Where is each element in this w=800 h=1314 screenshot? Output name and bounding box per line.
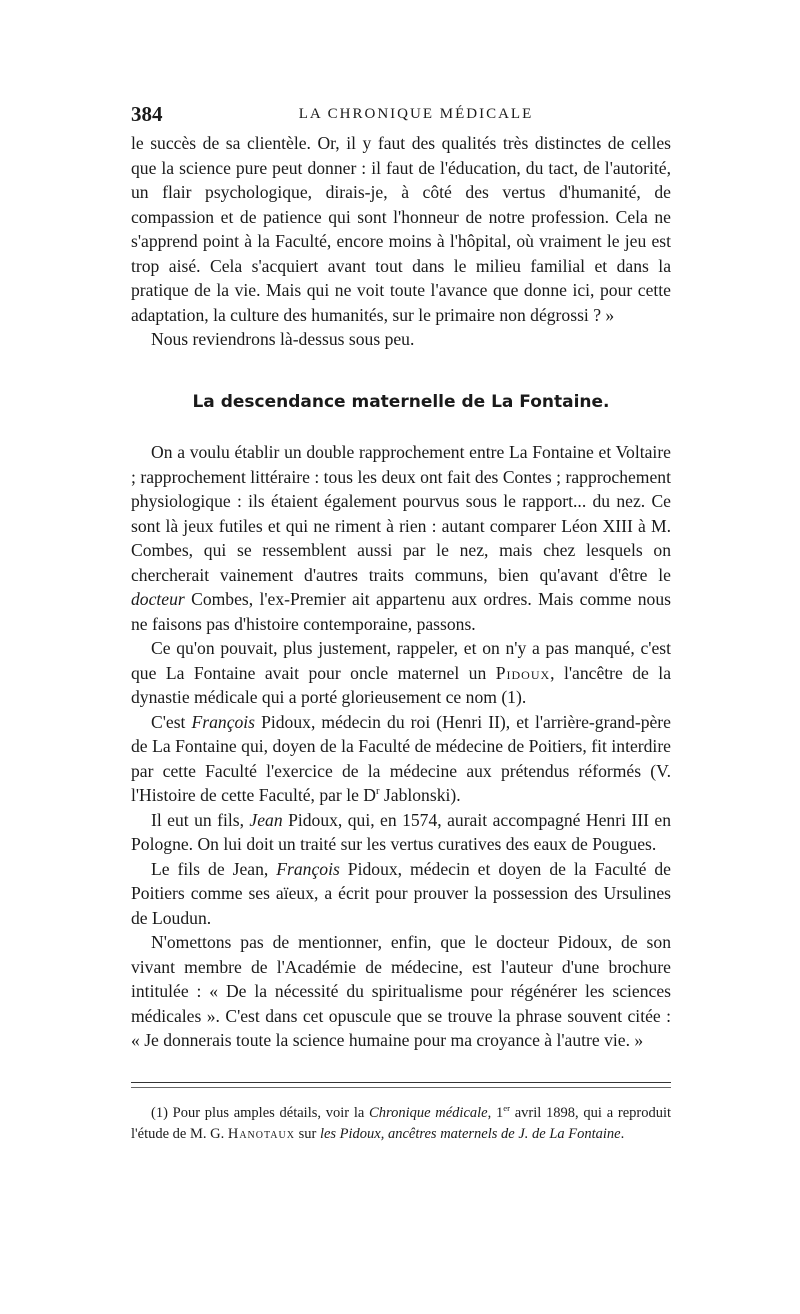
footnote: (1) Pour plus amples détails, voir la Chronique médicale, 1er avril 1898, qui a reproduit l'étude de M. G. Hanotaux sur les Pidoux, ancêtres maternels de J. de La Fontaine. xyxy=(131,1103,672,1142)
body-text xyxy=(131,131,671,1053)
running-title: LA CHRONIQUE MÉDICALE xyxy=(298,106,534,122)
paragraph-rapprochement: On a voulu établir un double rapprochement entre La Fontaine et Voltaire ; rapprochement littéraire : tous les deux ont fait des Contes ; rapprochement physiologique : ils étaient également pourvus sous le rapport... du nez. Ce sont là jeux futiles et qui ne riment à rien : autant comparer Léon XIII à M. Combes, qui se ressemblent aussi par le nez, mais chez lesquels on chercherait vainement d'autres traits communs, bien qu'avant d'être le docteur Combes, l'ex-Premier ait appartenu aux ordres. Mais comme nous ne faisons pas d'histoire contemporaine, passons. xyxy=(131,442,671,634)
page-header xyxy=(131,102,671,128)
paragraph-reviendrons: Nous reviendrons là-dessus sous peu. xyxy=(151,329,415,349)
section-heading: La descendance maternelle de La Fontaine. xyxy=(192,391,610,412)
paragraph-fils-de-jean: Le fils de Jean, François Pidoux, médecin et doyen de la Faculté de Poitiers comme ses aïeux, a écrit pour prouver la possession des Ursulines de Loudun. xyxy=(131,858,671,928)
paragraph-oncle-maternel: Ce qu'on pouvait, plus justement, rappeler, et on n'y a pas manqué, c'est que La Fontaine avait pour oncle maternel un Pidoux, l'ancêtre de la dynastie médicale qui a porté glorieusement ce nom (1). xyxy=(131,638,672,707)
page-number: 384 xyxy=(131,102,163,126)
footnote-rule-thin xyxy=(131,1087,671,1088)
paragraph-docteur-pidoux: N'omettons pas de mentionner, enfin, que le docteur Pidoux, de son vivant membre de l'Académie de médecine, est l'auteur d'une brochure intitulée : « De la nécessité du spiritualisme pour régénérer les sciences médicales ». C'est dans cet opuscule que se trouve la phrase souvent citée : « Je donnerais toute la science humaine pour ma croyance à l'autre vie. » xyxy=(131,932,671,1050)
paragraph-intro: le succès de sa clientèle. Or, il y faut des qualités très distinctes de celles que la science pure peut donner : il faut de l'éducation, du tact, de l'autorité, un flair psychologique, dirais-je, à côté des vertus d'humanité, de compassion et de patience qui sont l'honneur de notre profession. Cela ne s'apprend point à la Faculté, encore moins à l'hôpital, où vraiment le jeu est trop aisé. Cela s'acquiert avant tout dans le milieu familial et dans la pratique de la vie. Mais qui ne voit toute l'avance que donne ici, pour cette adaptation, la culture des humanités, sur le primaire non dégrossi ? » xyxy=(131,133,671,325)
paragraph-jean-pidoux: Il eut un fils, Jean Pidoux, qui, en 1574, aurait accompagné Henri III en Pologne. On lui doit un traité sur les vertus curatives des eaux de Pougues. xyxy=(131,809,672,854)
footnote-rule xyxy=(131,1082,671,1083)
paragraph-francois-pidoux: C'est François Pidoux, médecin du roi (Henri II), et l'arrière-grand-père de La Fontaine qui, doyen de la Faculté de médecine de Poitiers, fit interdire par cette Faculté l'exercice de la médecine aux prétendus réformés (V. l'Histoire de cette Faculté, par le $D^r$ Jablonski). xyxy=(131,711,671,805)
